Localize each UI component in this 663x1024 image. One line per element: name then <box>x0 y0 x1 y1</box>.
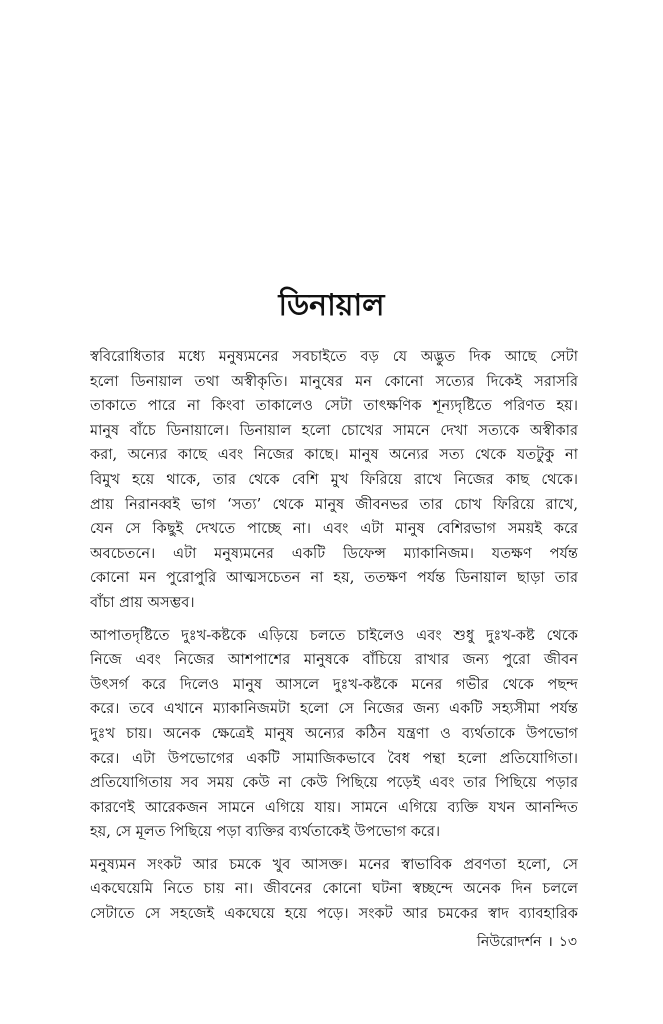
paragraph-1 <box>90 345 578 616</box>
text-line: দুঃখ চায়। অনেক ক্ষেত্রেই মানুষ অন্যের কঠিন যন্ত্রণা ও ব্যর্থতাকে উপভোগ <box>90 724 578 742</box>
text-line: হলো ডিনায়াল তথা অস্বীকৃতি। মানুষের মন কোনো সত্যের দিকেই সরাসরি <box>90 372 578 390</box>
text-line: তাকাতে পারে না কিংবা তাকালেও সেটা তাৎক্ষণিক শূন্যদৃষ্টিতে পরিণত হয়। <box>90 397 578 415</box>
text-line: বাঁচা প্রায় অসম্ভব। <box>90 593 195 611</box>
text-line: হয়, সে মূলত পিছিয়ে পড়া ব্যক্তির ব্যর্থতাকেই উপভোগ করে। <box>90 823 441 841</box>
text-line: প্রতিযোগিতায় সব সময় কেউ না কেউ পিছিয়ে পড়েই এবং তার পিছিয়ে পড়ার <box>90 774 578 792</box>
text-line: আপাতদৃষ্টিতে দুঃখ-কষ্টকে এড়িয়ে চলতে চাইলেও এবং শুধু দুঃখ-কষ্ট থেকে <box>90 626 578 644</box>
text-line: কারণেই আরেকজন সামনে এগিয়ে যায়। সামনে এগিয়ে ব্যক্তি যখন আনন্দিত <box>90 798 578 816</box>
text-line: সেটাতে সে সহজেই একঘেয়ে হয়ে পড়ে। সংকট আর চমকের স্বাদ ব্যাবহারিক <box>90 905 578 923</box>
text-line: স্ববিরোধিতার মধ্যে মনুষ্যমনের সবচাইতে বড় যে অদ্ভুত দিক আছে সেটা <box>90 348 578 365</box>
text-line: কোনো মন পুরোপুরি আত্মসচেতন না হয়, ততক্ষণ পর্যন্ত ডিনায়াল ছাড়া তার <box>90 569 578 587</box>
text-line: করা, অন্যের কাছে এবং নিজের কাছে। মানুষ অন্যের সত্য থেকে যতটুকু না <box>90 446 578 464</box>
text-line: নিজে এবং নিজের আশপাশের মানুষকে বাঁচিয়ে রাখার জন্য পুরো জীবন <box>90 651 578 669</box>
page-number: ১৩ <box>558 934 577 950</box>
text-line: বিমুখ হয়ে থাকে, তার থেকে বেশি মুখ ফিরিয়ে রাখে নিজের কাছ থেকে। <box>90 470 578 488</box>
text-line: যেন সে কিছুই দেখতে পাচ্ছে না। এবং এটা মানুষ বেশিরভাগ সময়ই করে <box>90 520 578 538</box>
body-text <box>90 345 578 935</box>
page-footer <box>477 932 577 952</box>
text-line: মনুষ্যমন সংকট আর চমকে খুব আসক্ত। মনের স্বাভাবিক প্রবণতা হলো, সে <box>90 855 578 873</box>
running-title: নিউরোদর্শন <box>476 934 542 950</box>
text-line: অবচেতনে। এটা মনুষ্যমনের একটি ডিফেন্স ম্যাকানিজম। যতক্ষণ পর্যন্ত <box>90 544 578 562</box>
paragraph-2 <box>90 624 578 845</box>
text-line: একঘেয়েমি নিতে চায় না। জীবনের কোনো ঘটনা স্বচ্ছন্দে অনেক দিন চললে <box>90 880 578 898</box>
text-line: মানুষ বাঁচে ডিনায়ালে। ডিনায়াল হলো চোখের সামনে দেখা সত্যকে অস্বীকার <box>90 421 578 439</box>
paragraph-3 <box>90 853 578 927</box>
footer-separator: । <box>547 934 553 950</box>
text-line: করে। এটা উপভোগের একটি সামাজিকভাবে বৈধ পন্থা হলো প্রতিযোগিতা। <box>90 749 578 767</box>
text-line: করে। তবে এখানে ম্যাকানিজমটা হলো সে নিজের জন্য একটি সহ্যসীমা পর্যন্ত <box>90 700 578 718</box>
text-line: উৎসর্গ করে দিলেও মানুষ আসলে দুঃখ-কষ্টকে মনের গভীর থেকে পছন্দ <box>90 675 578 693</box>
text-line: প্রায় নিরানব্বই ভাগ ‘সত্য’ থেকে মানুষ জীবনভর তার চোখ ফিরিয়ে রাখে, <box>90 495 578 513</box>
chapter-title: ডিনায়াল <box>278 288 385 323</box>
